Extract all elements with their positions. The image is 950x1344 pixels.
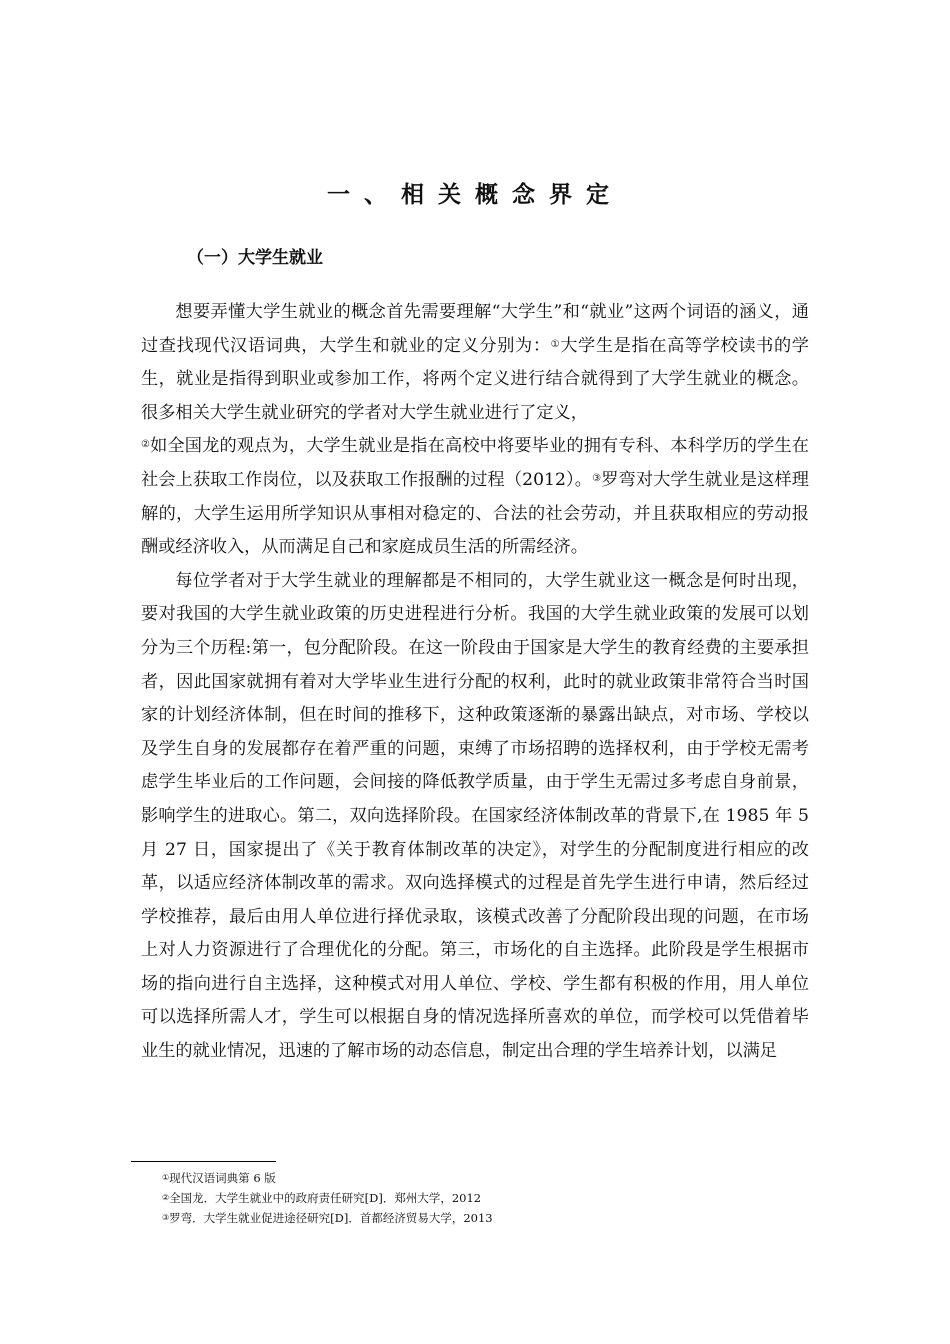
footnote-ref-2[interactable]: ②: [141, 439, 151, 451]
footnote-2: [162, 1188, 802, 1208]
paragraph-1-part-2: 大学生是指在高等学校读书的学生，就业是指得到职业或参加工作，将两个定义进行结合就得到了大学生就业的概念。很多相关大学生就业研究的学者对大学生就业进行了定义，: [141, 335, 809, 423]
footnote-1: [162, 1168, 802, 1188]
footnote-ref-3[interactable]: ③: [592, 472, 602, 484]
paragraph-1-part-4: 罗弯对大学生就业是这样理解的，大学生运用所学知识从事相对稳定的、合法的社会劳动，并且获取相应的劳动报酬或经济收入，从而满足自己和家庭成员生活的所需经济。: [141, 469, 809, 558]
footnotes: [162, 1168, 802, 1228]
body-text: [141, 296, 809, 1069]
footnote-text-1: 现代汉语词典第 6 版: [169, 1171, 276, 1185]
footnote-3: [162, 1208, 802, 1228]
paragraph-1: [141, 296, 809, 565]
footnote-text-2: 全国龙．大学生就业中的政府责任研究[D]．郑州大学，2012: [169, 1191, 482, 1205]
section-heading: （一）大学生就业: [187, 248, 323, 268]
footnote-ref-1[interactable]: ①: [550, 338, 561, 350]
paragraph-2: 每位学者对于大学生就业的理解都是不相同的，大学生就业这一概念是何时出现，要对我国的大学生就业政策的历史进程进行分析。我国的大学生就业政策的发展可以划分为三个历程:第一，包分配阶段。在这一阶段由于国家是大学生的教育经费的主要承担者，因此国家就拥有着对大学毕业生进行分配的权利，此时的就业政策非常符合当时国家的计划经济体制，但在时间的推移下，这种政策逐渐的暴露出缺点，对市场、学校以及学生自身的发展都存在着严重的问题，束缚了市场招聘的选择权利，由于学校无需考虑学生毕业后的工作问题，会间接的降低教学质量，由于学生无需过多考虑自身前景，影响学生的进取心。第二，双向选择阶段。在国家经济体制改革的背景下,在 1985 年 5 月 27 日，国家提出了《关于教育体制改革的决定》，对学生的分配制度进行相应的改革，以适应经济体制改革的需求。双向选择模式的过程是首先学生进行申请，然后经过学校推荐，最后由用人单位进行择优录取，该模式改善了分配阶段出现的问题，在市场上对人力资源进行了合理优化的分配。第三，市场化的自主选择。此阶段是学生根据市场的指向进行自主选择，这种模式对用人单位、学校、学生都有积极的作用，用人单位可以选择所需人才，学生可以根据自身的情况选择所喜欢的单位，而学校可以凭借着毕业生的就业情况，迅速的了解市场的动态信息，制定出合理的学生培养计划，以满足: [141, 570, 809, 1062]
paragraph-1-part-3: 如全国龙的观点为，大学生就业是指在高校中将要毕业的拥有专科、本科学历的学生在社会上获取工作岗位，以及获取工作报酬的过程（2012）。: [141, 436, 809, 490]
footnote-separator: [131, 1161, 276, 1162]
paragraph-1-part-1: 想要弄懂大学生就业的概念首先需要理解“大学生”和“就业”这两个词语的涵义，通过查找现代汉语词典，大学生和就业的定义分别为：: [141, 302, 809, 356]
footnote-text-3: 罗弯．大学生就业促进途径研究[D]．首都经济贸易大学，2013: [169, 1211, 493, 1225]
chapter-title: 一、相关概念界定: [327, 182, 623, 208]
footnote-mark-1: ①: [162, 1173, 170, 1182]
footnote-mark-2: ②: [162, 1193, 170, 1202]
footnote-mark-3: ③: [162, 1213, 170, 1222]
